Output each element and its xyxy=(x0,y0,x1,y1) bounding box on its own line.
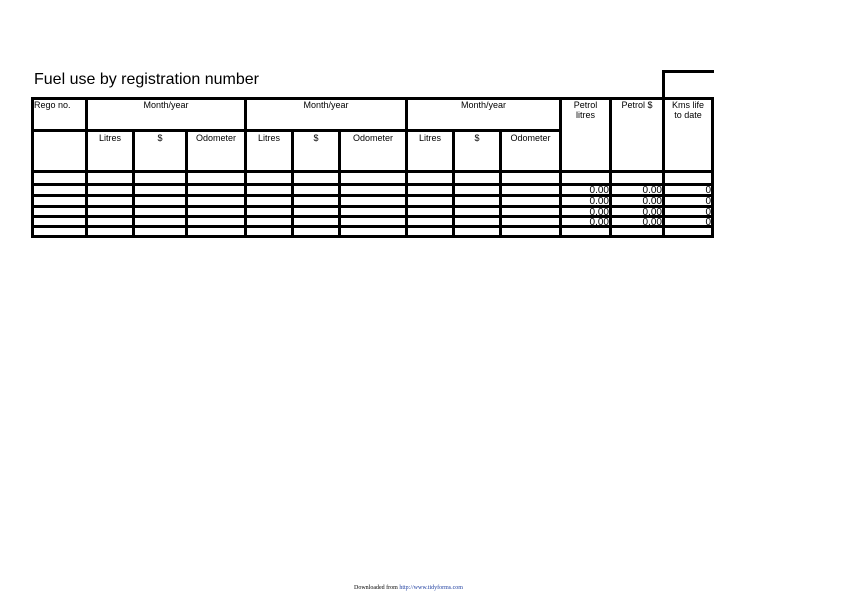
row-4-kms: 0 xyxy=(705,207,711,218)
header-rego: Rego no. xyxy=(34,100,71,110)
row-5-petrol-dollars: 0.00 xyxy=(642,217,662,228)
row-4-petrol-dollars: 0.00 xyxy=(642,207,662,218)
header-petrol-dollars: Petrol $ xyxy=(621,100,653,110)
subheader-litres-2: Litres xyxy=(257,133,280,143)
subheader-litres-3: Litres xyxy=(418,133,441,143)
row-5-petrol-litres: 0.00 xyxy=(589,217,609,228)
subheader-dollars-1: $ xyxy=(157,133,163,143)
subheader-dollars-2: $ xyxy=(313,133,319,143)
footer-prefix: Downloaded from xyxy=(354,585,400,591)
subheader-litres-1: Litres xyxy=(98,133,121,143)
header-month-1: Month/year xyxy=(143,100,189,110)
row-2-petrol-dollars: 0.00 xyxy=(642,185,662,196)
subheader-odometer-1: Odometer xyxy=(195,133,237,143)
footer xyxy=(354,585,463,591)
row-2-petrol-litres: 0.00 xyxy=(589,185,609,196)
row-4-petrol-litres: 0.00 xyxy=(589,207,609,218)
subheader-odometer-2: Odometer xyxy=(352,133,394,143)
header-month-3: Month/year xyxy=(460,100,507,110)
document-title: Fuel use by registration number xyxy=(34,71,259,88)
header-month-2: Month/year xyxy=(303,100,349,110)
header-petrol-litres: Petrol litres xyxy=(573,100,598,120)
footer-link[interactable]: http://www.tidyforms.com xyxy=(399,585,463,591)
header-kms: Kms life to date xyxy=(671,100,704,120)
row-5-kms: 0 xyxy=(705,217,711,228)
subheader-dollars-3: $ xyxy=(474,133,480,143)
row-3-kms: 0 xyxy=(705,196,711,207)
row-3-petrol-dollars: 0.00 xyxy=(642,196,662,207)
row-2-kms: 0 xyxy=(705,185,711,196)
subheader-odometer-3: Odometer xyxy=(510,133,551,143)
row-3-petrol-litres: 0.00 xyxy=(589,196,609,207)
